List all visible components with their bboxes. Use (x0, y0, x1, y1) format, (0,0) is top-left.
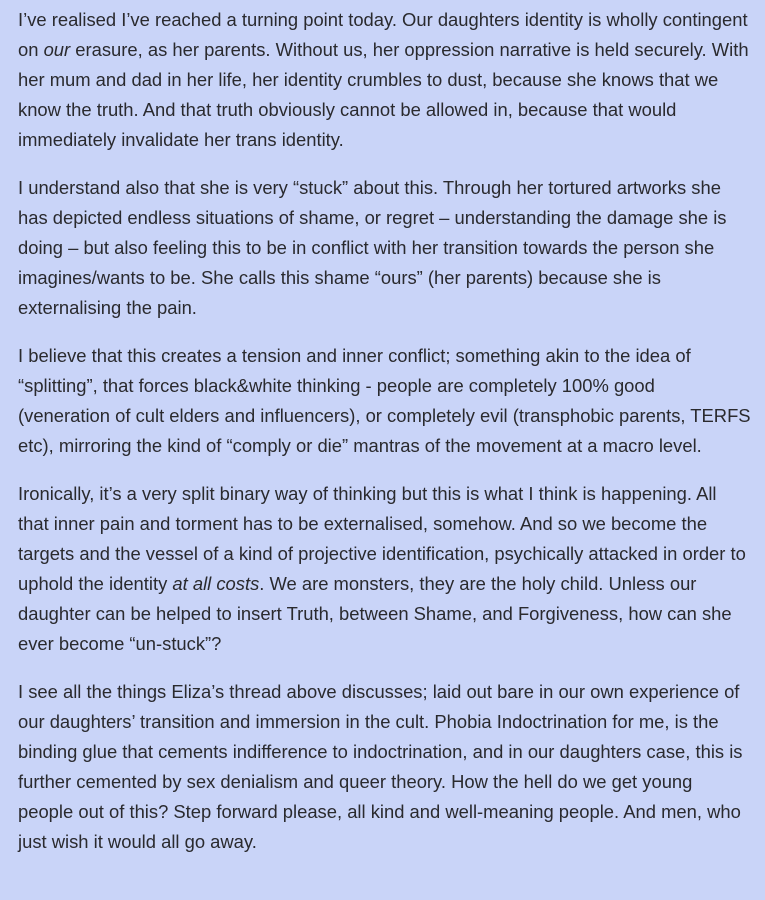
paragraph-4-text-b: . We are monsters, they are the holy child. Unless our daughter can be helped to insert Truth, between Shame, and Forgiveness, how can she ever become “un-stuck”? (18, 573, 732, 654)
paragraph-1-emphasis: our (43, 39, 71, 60)
paragraph-4-emphasis: at all costs (172, 573, 260, 594)
paragraph-5: I see all the things Eliza’s thread above discusses; laid out bare in our own experience of our daughters’ transition and immersion in the cult. Phobia Indoctrination for me, is the binding glue that cements indifference to indoctrination, and in our daughters case, this is further cemented by sex denialism and queer theory. How the hell do we get young people out of this? Step forward please, all kind and well-meaning people. And men, who just wish it would all go away. (18, 681, 743, 852)
paragraph-1-text-b: erasure, as her parents. Without us, her oppression narrative is held securely. With her mum and dad in her life, her identity crumbles to dust, because she knows that we know the truth. And that truth obviously cannot be allowed in, because that would immediately invalidate her trans identity. (18, 39, 749, 150)
paragraph-2: I understand also that she is very “stuck” about this. Through her tortured artworks she has depicted endless situations of shame, or regret – understanding the damage she is doing – but also feeling this to be in conflict with her transition towards the person she imagines/wants to be. She calls this shame “ours” (her parents) because she is externalising the pain. (18, 177, 727, 318)
paragraph-1-text-a: I’ve realised I’ve reached a turning point today. Our daughters identity is wholly contingent on (18, 9, 748, 60)
paragraph-1 (18, 5, 751, 155)
paragraph-3: I believe that this creates a tension and inner conflict; something akin to the idea of “splitting”, that forces black&white thinking - people are completely 100% good (veneration of cult elders and influencers), or completely evil (transphobic parents, TERFS etc), mirroring the kind of “comply or die” mantras of the movement at a macro level. (18, 345, 751, 456)
paragraph-4-text-a: Ironically, it’s a very split binary way of thinking but this is what I think is happening. All that inner pain and torment has to be externalised, somehow. And so we become the targets and the vessel of a kind of projective identification, psychically attacked in order to uphold the identity (18, 483, 746, 594)
paragraph-4 (18, 479, 751, 659)
